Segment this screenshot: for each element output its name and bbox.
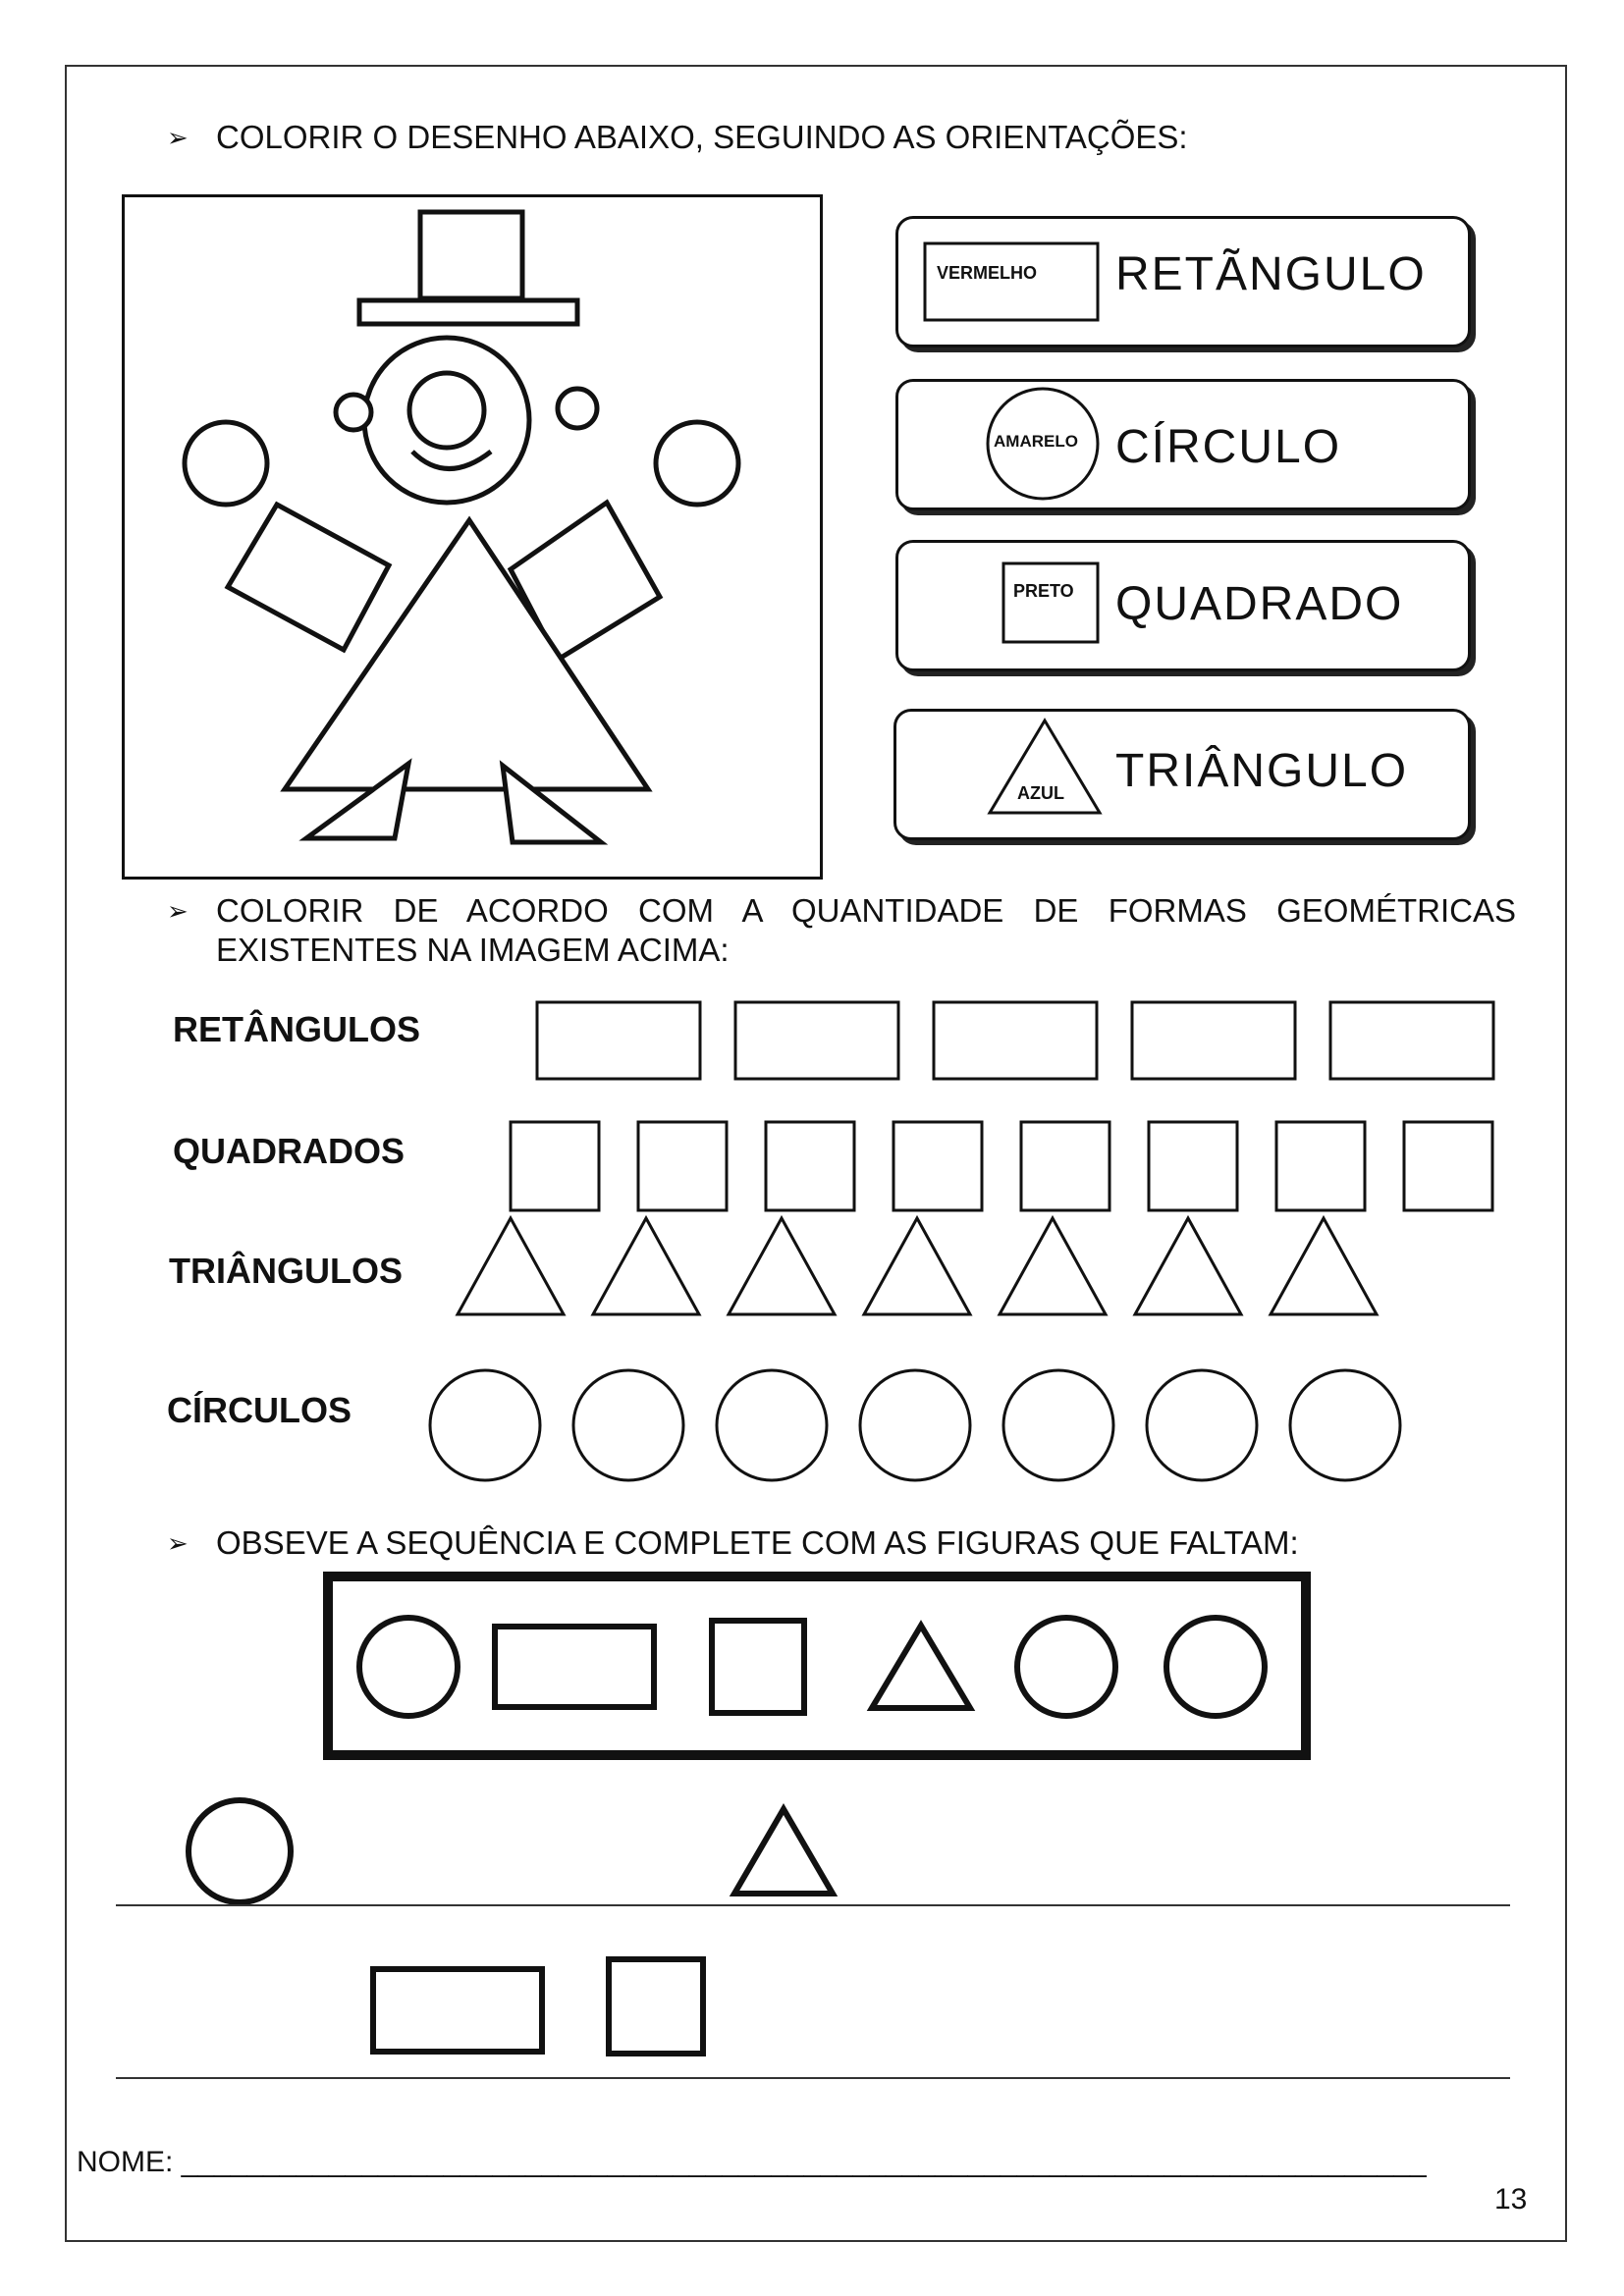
legend-rectangle-name: RETÃNGULO [1115, 248, 1427, 300]
sequence-triangle-4[interactable] [872, 1626, 970, 1708]
sequence-frame [328, 1576, 1306, 1755]
row-label-squares: QUADRADOS [173, 1131, 406, 1171]
legend-circle-color: AMARELO [994, 432, 1078, 451]
instruction-2-line-2: EXISTENTES NA IMAGEM ACIMA: [216, 932, 730, 968]
bullet-icon: ➢ [167, 896, 189, 926]
bullet-icon: ➢ [167, 123, 189, 152]
answer-1-triangle[interactable] [734, 1809, 833, 1894]
legend-square-name: QUADRADO [1115, 578, 1404, 630]
bullet-icon: ➢ [167, 1528, 189, 1558]
page-number: 13 [1494, 2183, 1528, 2216]
answer-2-rectangle[interactable] [373, 1969, 542, 2052]
name-field[interactable] [77, 2146, 1427, 2179]
row-label-rectangles: RETÂNGULOS [173, 1009, 420, 1049]
legend-rectangle-color: VERMELHO [937, 263, 1038, 283]
legend-circle-name: CÍRCULO [1115, 421, 1342, 473]
row-label-triangles: TRIÂNGULOS [169, 1251, 403, 1291]
answer-1-circle[interactable] [189, 1800, 291, 1902]
legend-triangle-name: TRIÂNGULO [1115, 745, 1409, 797]
sequence-circle-5[interactable] [1017, 1618, 1115, 1716]
legend-square-color: PRETO [1013, 581, 1074, 601]
legend-triangle-color: AZUL [1017, 783, 1064, 803]
name-underline[interactable]: ____________________________________________________________________________ [181, 2146, 1427, 2178]
sequence-circle-6[interactable] [1166, 1618, 1265, 1716]
answer-2-square[interactable] [609, 1959, 703, 2054]
row-label-circles: CÍRCULOS [167, 1390, 352, 1430]
instruction-3-text: OBSEVE A SEQUÊNCIA E COMPLETE COM AS FIGURAS QUE FALTAM: [216, 1524, 1299, 1561]
name-label: NOME: [77, 2146, 182, 2178]
sequence-rectangle-2[interactable] [495, 1627, 654, 1707]
instruction-1-text: COLORIR O DESENHO ABAIXO, SEGUINDO AS ORIENTAÇÕES: [216, 119, 1188, 155]
answer-line-1 [116, 1904, 1510, 1906]
sequence-square-3[interactable] [712, 1621, 804, 1713]
sequence-circle-1[interactable] [359, 1618, 458, 1716]
instruction-2-line-1: COLORIR DE ACORDO COM A QUANTIDADE DE FORMAS GEOMÉTRICAS [216, 892, 1516, 929]
answer-line-2 [116, 2077, 1510, 2079]
